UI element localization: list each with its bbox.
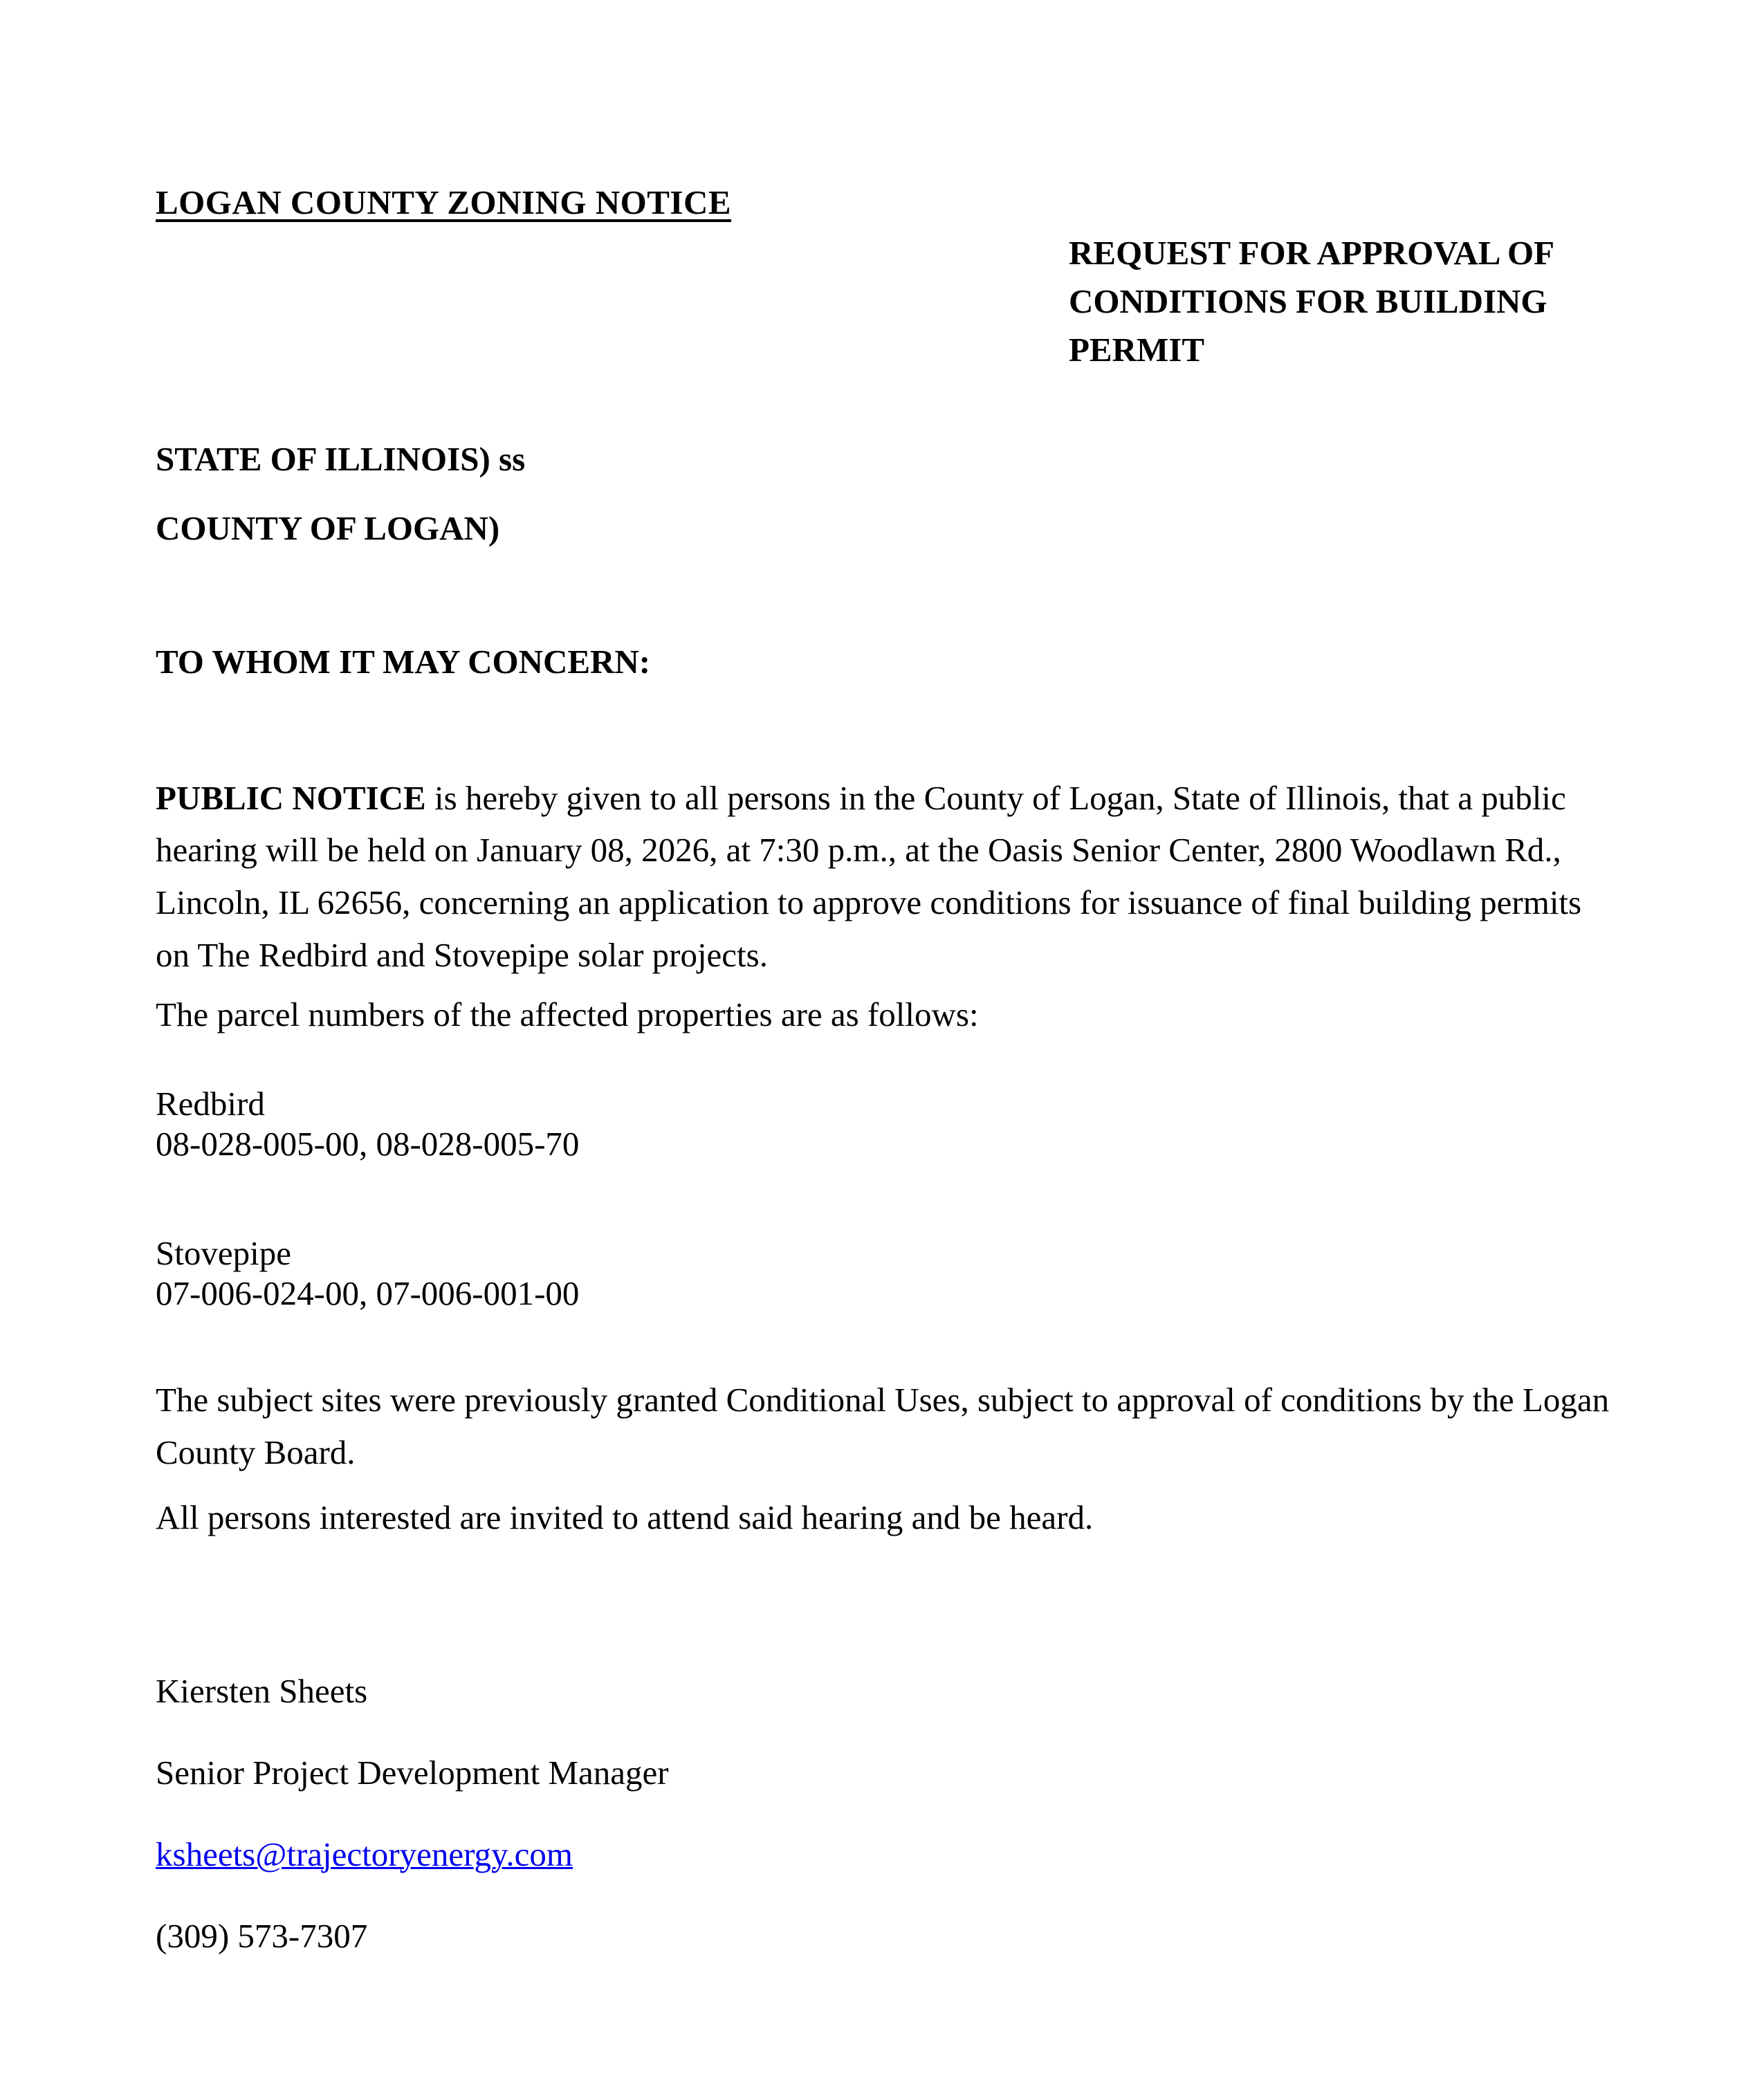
signature-phone: (309) 573-7307 <box>156 1917 368 1956</box>
invite-paragraph: All persons interested are invited to attend said hearing and be heard. <box>156 1498 1094 1537</box>
state-caption: STATE OF ILLINOIS) ss <box>156 440 526 479</box>
request-heading: REQUEST FOR APPROVAL OF CONDITIONS FOR BUILDING PERMIT <box>1069 234 1554 369</box>
document-title: LOGAN COUNTY ZONING NOTICE <box>156 183 732 221</box>
public-notice-paragraph <box>156 772 1615 982</box>
parcel-group-redbird <box>156 1084 1615 1164</box>
parcel-group-stovepipe <box>156 1233 1615 1314</box>
parcel-numbers: 07-006-024-00, 07-006-001-00 <box>156 1274 580 1312</box>
parcel-name: Stovepipe <box>156 1233 291 1272</box>
public-notice-lead: PUBLIC NOTICE <box>156 778 426 817</box>
parcel-intro: The parcel numbers of the affected properties are as follows: <box>156 995 979 1034</box>
email-link[interactable]: ksheets@trajectoryenergy.com <box>156 1835 573 1874</box>
parcel-name: Redbird <box>156 1085 265 1123</box>
signature-name: Kiersten Sheets <box>156 1672 368 1711</box>
conditional-use-paragraph: The subject sites were previously granted Conditional Uses, subject to approval of conditions by the Logan County Board. <box>156 1381 1610 1472</box>
public-notice-body: is hereby given to all persons in the County of Logan, State of Illinois, that a public hearing will be held on January 08, 2026, at 7:30 p.m., at the Oasis Senior Center, 2800 Woodlawn Rd., Lincoln, IL 62656, concerning an application to approve conditions for issuance of final building permits on The Redbird and Stovepipe solar projects. <box>156 778 1582 975</box>
signature-title: Senior Project Development Manager <box>156 1754 669 1792</box>
salutation: TO WHOM IT MAY CONCERN: <box>156 642 651 681</box>
county-caption: COUNTY OF LOGAN) <box>156 508 500 547</box>
parcel-numbers: 08-028-005-00, 08-028-005-70 <box>156 1125 580 1164</box>
